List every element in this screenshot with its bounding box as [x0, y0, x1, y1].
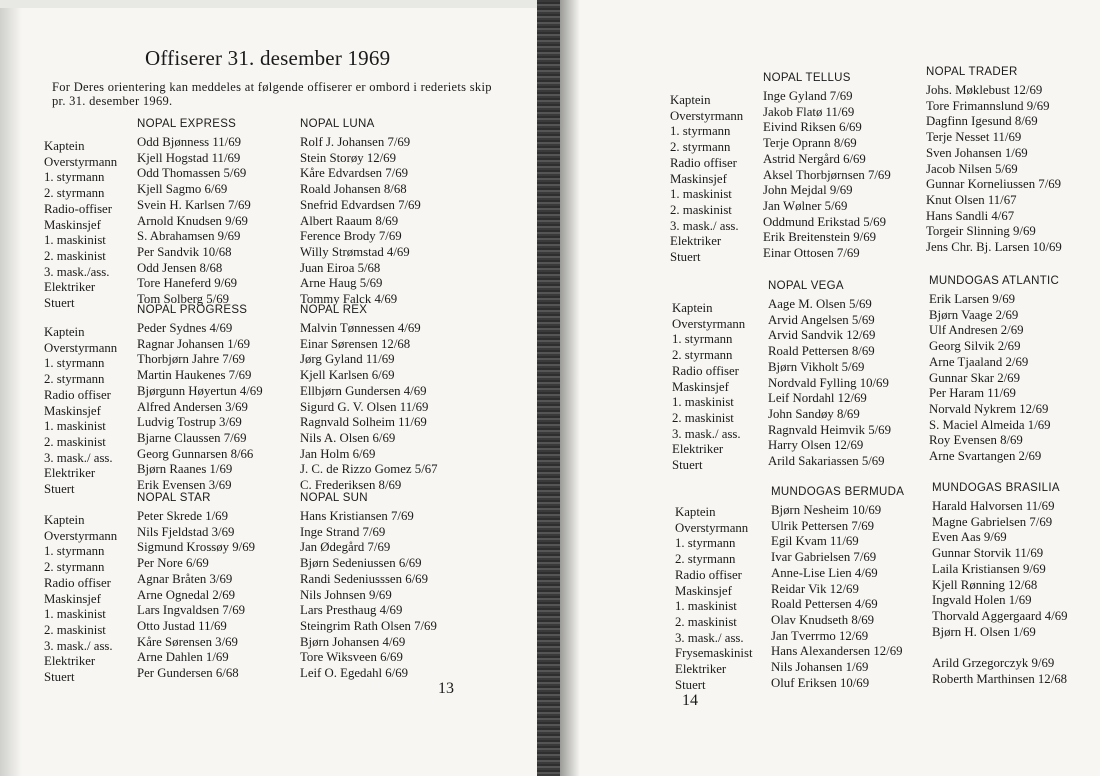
crew-member: Jan Tverrmo 12/69	[771, 628, 869, 643]
crew-member: Lars Presthaug 4/69	[300, 603, 403, 618]
intro-text: For Deres orientering kan meddeles at følgende offiserer er ombord i rederiets skip pr. 31. desember 1969.	[52, 80, 492, 108]
crew-member: Roald Pettersen 8/69	[768, 344, 875, 359]
crew-member: Magne Gabrielsen 7/69	[932, 514, 1053, 529]
page-number: 14	[682, 692, 698, 709]
crew-member: Agnar Bråten 3/69	[137, 571, 233, 586]
crew-member: Leif Nordahl 12/69	[768, 391, 867, 406]
crew-member: Odd Jensen 8/68	[137, 260, 223, 275]
crew-member: Arne Haug 5/69	[300, 276, 383, 291]
crew-member: Gunnar Skar 2/69	[929, 370, 1020, 385]
crew-member: Odd Thomassen 5/69	[137, 166, 247, 181]
rank-label: 2. maskinist	[44, 434, 106, 449]
crew-member: Malvin Tønnessen 4/69	[300, 321, 421, 335]
crew-member: Snefrid Edvardsen 7/69	[300, 197, 421, 212]
crew-member: Peder Sydnes 4/69	[137, 321, 233, 335]
ship-name: NOPAL LUNA	[300, 118, 375, 130]
ship-name: MUNDOGAS BERMUDA	[771, 486, 905, 498]
rank-label: 2. maskinist	[672, 410, 734, 425]
rank-label: Elektriker	[670, 234, 722, 249]
crew-member: Odd Bjønness 11/69	[137, 135, 242, 149]
crew-member: Bjørgunn Høyertun 4/69	[137, 383, 263, 398]
rank-column	[672, 301, 745, 474]
rank-label: Maskinsjef	[44, 403, 101, 418]
crew-member: Nils A. Olsen 6/69	[300, 430, 396, 445]
page-top-edge	[0, 0, 537, 8]
crew-member: Svein H. Karlsen 7/69	[137, 197, 251, 212]
crew-member: Tore Wiksveen 6/69	[300, 650, 403, 665]
rank-label: Frysemaskinist	[675, 646, 753, 661]
rank-label: 3. mask./ ass.	[44, 450, 113, 465]
crew-member: Aksel Thorbjørnsen 7/69	[763, 167, 891, 182]
rank-column	[675, 505, 753, 693]
rank-label: Stuert	[44, 670, 75, 685]
rank-label: 2. maskinist	[44, 622, 106, 637]
rank-label: Elektriker	[44, 466, 96, 481]
book-spine	[537, 0, 560, 776]
crew-member: Sven Johansen 1/69	[926, 145, 1028, 160]
rank-label: Radio offiser	[44, 575, 111, 590]
rank-label: 1. styrmann	[44, 356, 105, 371]
crew-member: Knut Olsen 11/67	[926, 192, 1017, 207]
crew-member: Arvid Sandvik 12/69	[768, 328, 876, 343]
crew-member: Aage M. Olsen 5/69	[768, 297, 872, 311]
crew-member: Randi Sedeniusssen 6/69	[300, 571, 428, 586]
crew-member: Jan Ødegård 7/69	[300, 540, 391, 555]
rank-column	[44, 139, 117, 312]
crew-member: Willy Strømstad 4/69	[300, 244, 410, 259]
ship-block	[926, 66, 1062, 256]
rank-label: Kaptein	[44, 513, 85, 527]
rank-label: Radio offiser	[44, 387, 111, 402]
rank-label: Radio offiser	[672, 363, 739, 378]
crew-member: C. Frederiksen 8/69	[300, 478, 402, 493]
crew-member: Bjørn H. Olsen 1/69	[932, 624, 1036, 639]
crew-member: Bjørn Vikholt 5/69	[768, 359, 865, 374]
ship-name: NOPAL EXPRESS	[137, 118, 237, 130]
crew-member: Hans Kristiansen 7/69	[300, 509, 414, 523]
crew-member: Kjell Hogstad 11/69	[137, 150, 241, 165]
crew-member: Otto Justad 11/69	[137, 618, 227, 633]
crew-member: Reidar Vik 12/69	[771, 581, 859, 596]
rank-label: 3. mask./ ass.	[670, 218, 739, 233]
crew-member: Georg Gunnarsen 8/66	[137, 446, 254, 461]
crew-member: Tore Haneferd 9/69	[137, 276, 238, 291]
rank-label: Maskinsjef	[672, 379, 729, 394]
rank-label: Elektriker	[675, 662, 727, 677]
crew-member: Jakob Flatø 11/69	[763, 104, 855, 119]
rank-label: 2. maskinist	[675, 614, 737, 629]
crew-member: Roy Evensen 8/69	[929, 433, 1023, 448]
crew-member: Erik Breitenstein 9/69	[763, 230, 877, 245]
crew-member: Torgeir Slinning 9/69	[926, 224, 1036, 239]
crew-member: Erik Evensen 3/69	[137, 478, 232, 493]
ship-block	[300, 304, 438, 494]
crew-member: Astrid Nergård 6/69	[763, 151, 866, 166]
crew-member: Thorbjørn Jahre 7/69	[137, 352, 246, 367]
rank-label: 1. maskinist	[44, 607, 106, 622]
rank-label: Stuert	[675, 677, 706, 692]
crew-member: Ragnar Johansen 1/69	[137, 336, 251, 351]
rank-label: 1. styrmann	[675, 536, 736, 551]
ship-block	[137, 492, 255, 682]
crew-member: Arvid Angelsen 5/69	[768, 312, 875, 327]
rank-label: Elektriker	[672, 442, 724, 457]
rank-label: Kaptein	[44, 139, 85, 153]
rank-label: Elektriker	[44, 654, 96, 669]
ship-name: NOPAL STAR	[137, 492, 211, 504]
crew-member: Per Nore 6/69	[137, 556, 209, 571]
ship-name: MUNDOGAS BRASILIA	[932, 482, 1060, 494]
crew-member: John Sandøy 8/69	[768, 406, 860, 421]
ship-name: NOPAL SUN	[300, 492, 368, 504]
rank-label: 1. maskinist	[675, 599, 737, 614]
crew-member: Martin Haukenes 7/69	[137, 368, 252, 383]
rank-label: 3. mask./ ass.	[672, 426, 741, 441]
crew-member: Ellbjørn Gundersen 4/69	[300, 383, 427, 398]
crew-member: Nils Fjeldstad 3/69	[137, 524, 235, 539]
crew-member: Jørg Gyland 11/69	[300, 352, 395, 367]
rank-label: Radio offiser	[670, 155, 737, 170]
rank-label: 3. mask./ ass.	[44, 638, 113, 653]
ship-block	[137, 118, 251, 308]
crew-member: Gunnar Storvik 11/69	[932, 546, 1044, 561]
ship-name: NOPAL REX	[300, 304, 368, 316]
rank-label: 1. styrmann	[672, 332, 733, 347]
rank-label: 2. styrmann	[675, 552, 736, 567]
rank-label: Stuert	[670, 250, 701, 265]
crew-member: Ragnvald Heimvik 5/69	[768, 422, 891, 437]
crew-member: Erik Larsen 9/69	[929, 292, 1015, 306]
crew-member	[932, 640, 1068, 656]
rank-label: 2. maskinist	[670, 202, 732, 217]
rank-label: Elektriker	[44, 280, 96, 295]
crew-member: Einar Sørensen 12/68	[300, 336, 411, 351]
crew-member: Arne Svartangen 2/69	[929, 449, 1042, 464]
ship-block	[300, 492, 437, 682]
crew-member: Inge Strand 7/69	[300, 524, 386, 539]
crew-member: Lars Ingvaldsen 7/69	[137, 603, 246, 618]
crew-member: Bjarne Claussen 7/69	[137, 430, 247, 445]
rank-label: Stuert	[672, 458, 703, 473]
ship-name: NOPAL VEGA	[768, 280, 844, 292]
rank-label: Stuert	[44, 296, 75, 311]
crew-member: Ulf Andresen 2/69	[929, 323, 1024, 338]
ship-block	[932, 482, 1068, 687]
crew-member: Tore Frimannslund 9/69	[926, 98, 1050, 113]
crew-member: J. C. de Rizzo Gomez 5/67	[300, 462, 438, 477]
crew-member: Harald Halvorsen 11/69	[932, 499, 1055, 513]
rank-label: Overstyrmann	[670, 108, 744, 123]
crew-member: Eivind Riksen 6/69	[763, 120, 862, 135]
rank-label: Overstyrmann	[44, 340, 118, 355]
crew-member: Ragnvald Solheim 11/69	[300, 415, 427, 430]
crew-member: Inge Gyland 7/69	[763, 89, 853, 103]
rank-label: 1. styrmann	[44, 544, 105, 559]
crew-member: Nordvald Fylling 10/69	[768, 375, 889, 390]
crew-member: Per Haram 11/69	[929, 386, 1016, 401]
crew-member: Steingrim Rath Olsen 7/69	[300, 618, 437, 633]
crew-member: Bjørn Johansen 4/69	[300, 634, 406, 649]
crew-member: Olav Knudseth 8/69	[771, 612, 875, 627]
rank-label: 2. styrmann	[670, 140, 731, 155]
rank-label: Kaptein	[672, 301, 713, 315]
crew-member: Harry Olsen 12/69	[768, 438, 864, 453]
crew-member: Stein Storøy 12/69	[300, 150, 396, 165]
crew-member: Kåre Sørensen 3/69	[137, 634, 238, 649]
rank-label: Maskinsjef	[670, 171, 727, 186]
crew-member: Arne Dahlen 1/69	[137, 650, 229, 665]
crew-member: S. Abrahamsen 9/69	[137, 229, 241, 244]
crew-member: Alfred Andersen 3/69	[137, 399, 248, 414]
crew-member: Kjell Sagmo 6/69	[137, 182, 228, 197]
crew-member: Per Sandvik 10/68	[137, 244, 232, 259]
crew-member: Ludvig Tostrup 3/69	[137, 415, 242, 430]
rank-label: Maskinsjef	[44, 217, 101, 232]
rank-column	[44, 513, 117, 686]
rank-label: 2. styrmann	[44, 186, 105, 201]
rank-label: Radio-offiser	[44, 201, 112, 216]
crew-member: Thorvald Aggergaard 4/69	[932, 608, 1068, 623]
rank-label: 2. styrmann	[672, 348, 733, 363]
crew-member: John Mejdal 9/69	[763, 183, 853, 198]
crew-member: Nils Johansen 1/69	[771, 660, 869, 675]
crew-member: Georg Silvik 2/69	[929, 339, 1021, 354]
rank-label: Overstyrmann	[44, 528, 118, 543]
rank-label: Maskinsjef	[675, 583, 732, 598]
rank-label: Kaptein	[44, 325, 85, 339]
crew-member: Laila Kristiansen 9/69	[932, 561, 1046, 576]
ship-block	[768, 280, 891, 470]
crew-member: Per Gundersen 6/68	[137, 666, 239, 681]
crew-member: Sigmund Krossøy 9/69	[137, 540, 256, 555]
ship-name: NOPAL TRADER	[926, 66, 1018, 78]
crew-member: Roberth Marthinsen 12/68	[932, 671, 1068, 686]
crew-member: Jacob Nilsen 5/69	[926, 161, 1018, 176]
crew-member: Peter Skrede 1/69	[137, 509, 228, 523]
ship-block	[929, 275, 1059, 465]
crew-member: Ivar Gabrielsen 7/69	[771, 550, 877, 565]
crew-member: Einar Ottosen 7/69	[763, 246, 860, 261]
crew-member: Jens Chr. Bj. Larsen 10/69	[926, 240, 1062, 255]
page-number: 13	[438, 680, 454, 697]
rank-label: 3. mask./ass.	[44, 264, 110, 279]
crew-member: Johs. Møklebust 12/69	[926, 83, 1043, 97]
crew-member: Dagfinn Igesund 8/69	[926, 114, 1038, 129]
crew-member: Kjell Rønning 12/68	[932, 577, 1038, 592]
crew-member: Bjørn Nesheim 10/69	[771, 503, 882, 517]
rank-label: Overstyrmann	[675, 520, 749, 535]
crew-member: Albert Raaum 8/69	[300, 213, 399, 228]
rank-label: 2. maskinist	[44, 248, 106, 263]
crew-member: Bjørn Raanes 1/69	[137, 462, 233, 477]
crew-member: Arne Ognedal 2/69	[137, 587, 236, 602]
rank-label: 2. styrmann	[44, 372, 105, 387]
rank-label: Kaptein	[670, 93, 711, 107]
crew-member: Arnold Knudsen 9/69	[137, 213, 248, 228]
crew-member: Juan Eiroa 5/68	[300, 260, 381, 275]
crew-member: Bjørn Vaage 2/69	[929, 307, 1019, 322]
rank-column	[44, 325, 117, 498]
right-page	[560, 0, 1100, 776]
ship-name: NOPAL TELLUS	[763, 72, 851, 84]
crew-member: Terje Nesset 11/69	[926, 130, 1022, 145]
crew-member: Tommy Falck 4/69	[300, 292, 398, 307]
rank-label: 1. maskinist	[670, 187, 732, 202]
crew-member: S. Maciel Almeida 1/69	[929, 417, 1051, 432]
rank-label: Overstyrmann	[44, 154, 118, 169]
rank-label: 1. maskinist	[44, 233, 106, 248]
crew-member: Hans Alexandersen 12/69	[771, 644, 903, 659]
crew-member: Even Aas 9/69	[932, 530, 1007, 545]
crew-member: Roald Pettersen 4/69	[771, 597, 878, 612]
rank-label: 1. maskinist	[44, 419, 106, 434]
rank-column	[670, 93, 743, 266]
rank-label: Maskinsjef	[44, 591, 101, 606]
crew-member: Roald Johansen 8/68	[300, 182, 407, 197]
rank-label: Stuert	[44, 482, 75, 497]
rank-label: 3. mask./ ass.	[675, 630, 744, 645]
crew-member: Oddmund Erikstad 5/69	[763, 214, 886, 229]
crew-member: Nils Johnsen 9/69	[300, 587, 392, 602]
crew-member: Egil Kvam 11/69	[771, 534, 859, 549]
crew-member: Tom Solberg 5/69	[137, 292, 230, 307]
rank-label: Radio offiser	[675, 567, 742, 582]
crew-member: Norvald Nykrem 12/69	[929, 401, 1049, 416]
crew-member: Ingvald Holen 1/69	[932, 593, 1032, 608]
crew-member: Kjell Karlsen 6/69	[300, 368, 395, 383]
rank-label: 2. styrmann	[44, 560, 105, 575]
crew-member: Terje Oprann 8/69	[763, 136, 857, 151]
ship-block	[771, 486, 904, 691]
crew-member: Leif O. Egedahl 6/69	[300, 666, 409, 681]
crew-member: Jan Holm 6/69	[300, 446, 376, 461]
ship-block	[300, 118, 421, 308]
left-page	[0, 0, 537, 776]
crew-member: Ulrik Pettersen 7/69	[771, 518, 875, 533]
rank-label: 1. styrmann	[44, 170, 105, 185]
rank-label: 1. styrmann	[670, 124, 731, 139]
crew-member: Jan Wølner 5/69	[763, 198, 848, 213]
ship-block	[763, 72, 891, 262]
crew-member: Sigurd G. V. Olsen 11/69	[300, 399, 429, 414]
crew-member: Hans Sandli 4/67	[926, 208, 1015, 223]
crew-member: Bjørn Sedeniussen 6/69	[300, 556, 422, 571]
crew-member: Anne-Lise Lien 4/69	[771, 565, 878, 580]
crew-member: Kåre Edvardsen 7/69	[300, 166, 409, 181]
ship-name: NOPAL PROGRESS	[137, 304, 248, 316]
ship-block	[137, 304, 263, 494]
crew-member: Oluf Eriksen 10/69	[771, 675, 870, 690]
crew-member: Arild Grzegorczyk 9/69	[932, 656, 1055, 671]
crew-member: Rolf J. Johansen 7/69	[300, 135, 411, 149]
rank-label: 1. maskinist	[672, 395, 734, 410]
rank-label: Overstyrmann	[672, 316, 746, 331]
crew-member: Ference Brody 7/69	[300, 229, 402, 244]
page-title: Offiserer 31. desember 1969	[145, 46, 391, 70]
ship-name: MUNDOGAS ATLANTIC	[929, 275, 1060, 287]
rank-label: Kaptein	[675, 505, 716, 519]
crew-member: Gunnar Korneliussen 7/69	[926, 177, 1062, 192]
crew-member: Arild Sakariassen 5/69	[768, 454, 885, 469]
crew-member: Arne Tjaaland 2/69	[929, 354, 1029, 369]
